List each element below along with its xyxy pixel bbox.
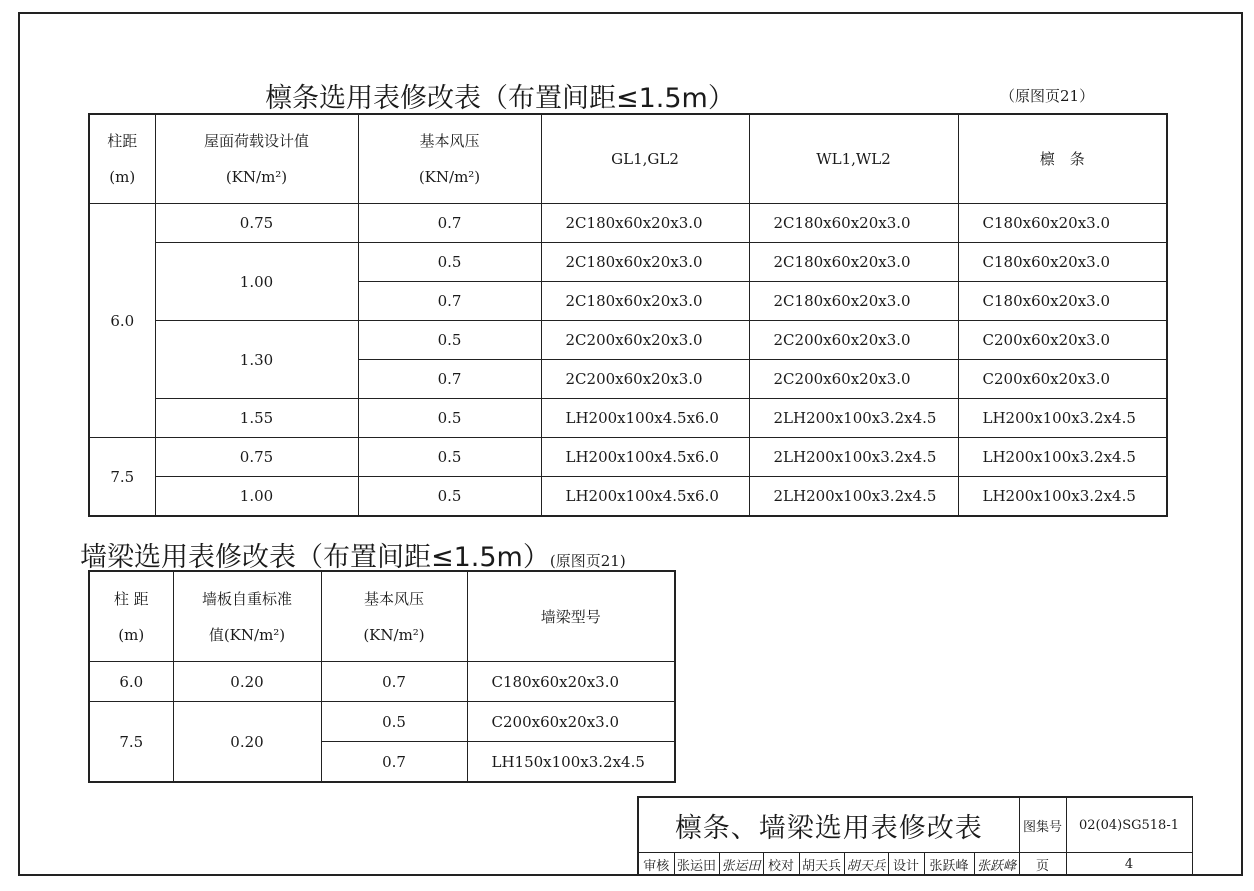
table-row: [89, 702, 675, 742]
wl-cell: 2C180x60x20x3.0: [749, 204, 958, 243]
header-weight: 墙板自重标准 值(KN/m²): [173, 571, 321, 662]
wind-cell: 0.5: [358, 243, 541, 282]
purlin-cell: C180x60x20x3.0: [958, 243, 1167, 282]
drawing-title: 檩条、墙梁选用表修改表: [638, 797, 1019, 853]
span-cell: 7.5: [89, 702, 173, 783]
table-row: [89, 243, 1167, 282]
table-row: [89, 399, 1167, 438]
wall-beam-table: [88, 570, 676, 783]
atlas-label: 图集号: [1019, 797, 1066, 853]
page-label: 页: [1019, 853, 1066, 876]
reviewer-signature: 张运田: [719, 853, 763, 876]
header-wl: WL1,WL2: [749, 114, 958, 204]
table1-note: （原图页21）: [1000, 87, 1095, 105]
title-block-bottom: [638, 853, 1192, 876]
header-span: 柱距 (m): [89, 114, 155, 204]
table2-title: 墙梁选用表修改表（布置间距≤1.5m）(原图页21): [80, 542, 626, 573]
header-gl: GL1,GL2: [541, 114, 749, 204]
header-purlin: 檩 条: [958, 114, 1167, 204]
purlin-cell: LH200x100x3.2x4.5: [958, 438, 1167, 477]
gl-cell: 2C180x60x20x3.0: [541, 204, 749, 243]
header-wind: 基本风压 (KN/m²): [321, 571, 467, 662]
header-load: 屋面荷载设计值 (KN/m²): [155, 114, 358, 204]
page-number: 4: [1066, 853, 1192, 876]
wind-cell: 0.5: [358, 438, 541, 477]
checker-signature: 胡天兵: [844, 853, 888, 876]
wl-cell: 2C180x60x20x3.0: [749, 243, 958, 282]
gl-cell: LH200x100x4.5x6.0: [541, 477, 749, 517]
designer-name: 张跃峰: [924, 853, 974, 876]
header-span: 柱 距 (m): [89, 571, 173, 662]
gl-cell: LH200x100x4.5x6.0: [541, 399, 749, 438]
load-cell: 0.75: [155, 204, 358, 243]
wl-cell: 2C200x60x20x3.0: [749, 360, 958, 399]
load-cell: 1.00: [155, 243, 358, 321]
table-row: [89, 477, 1167, 517]
gl-cell: 2C180x60x20x3.0: [541, 243, 749, 282]
purlin-cell: LH200x100x3.2x4.5: [958, 477, 1167, 517]
purlin-cell: C180x60x20x3.0: [958, 282, 1167, 321]
wind-cell: 0.7: [321, 662, 467, 702]
check-label: 校对: [763, 853, 799, 876]
wind-cell: 0.5: [321, 702, 467, 742]
purlin-table: [88, 113, 1168, 517]
span-cell: 6.0: [89, 662, 173, 702]
gl-cell: 2C180x60x20x3.0: [541, 282, 749, 321]
table-header-row: [89, 114, 1167, 204]
purlin-cell: C180x60x20x3.0: [958, 204, 1167, 243]
wl-cell: 2C200x60x20x3.0: [749, 321, 958, 360]
table-header-row: [89, 571, 675, 662]
span-cell: 7.5: [89, 438, 155, 517]
purlin-cell: LH200x100x3.2x4.5: [958, 399, 1167, 438]
title-block-top: [638, 797, 1192, 853]
wl-cell: 2LH200x100x3.2x4.5: [749, 399, 958, 438]
wind-cell: 0.7: [321, 742, 467, 783]
review-label: 审核: [638, 853, 674, 876]
wind-cell: 0.5: [358, 321, 541, 360]
load-cell: 0.75: [155, 438, 358, 477]
gl-cell: 2C200x60x20x3.0: [541, 360, 749, 399]
checker-name: 胡天兵: [799, 853, 844, 876]
model-cell: C180x60x20x3.0: [467, 662, 675, 702]
gl-cell: 2C200x60x20x3.0: [541, 321, 749, 360]
wind-cell: 0.5: [358, 399, 541, 438]
designer-signature: 张跃峰: [974, 853, 1019, 876]
weight-cell: 0.20: [173, 702, 321, 783]
weight-cell: 0.20: [173, 662, 321, 702]
load-cell: 1.00: [155, 477, 358, 517]
wind-cell: 0.5: [358, 477, 541, 517]
reviewer-name: 张运田: [674, 853, 719, 876]
gl-cell: LH200x100x4.5x6.0: [541, 438, 749, 477]
purlin-cell: C200x60x20x3.0: [958, 321, 1167, 360]
header-wind: 基本风压 (KN/m²): [358, 114, 541, 204]
table-row: [89, 438, 1167, 477]
load-cell: 1.30: [155, 321, 358, 399]
table1-title: 檩条选用表修改表（布置间距≤1.5m）: [265, 83, 735, 114]
table2-note: (原图页21): [549, 552, 626, 570]
wl-cell: 2LH200x100x3.2x4.5: [749, 477, 958, 517]
table-row: [89, 321, 1167, 360]
table-row: [89, 662, 675, 702]
purlin-cell: C200x60x20x3.0: [958, 360, 1167, 399]
model-cell: C200x60x20x3.0: [467, 702, 675, 742]
design-label: 设计: [888, 853, 924, 876]
wind-cell: 0.7: [358, 204, 541, 243]
span-cell: 6.0: [89, 204, 155, 438]
wl-cell: 2LH200x100x3.2x4.5: [749, 438, 958, 477]
header-model: 墙梁型号: [467, 571, 675, 662]
wind-cell: 0.7: [358, 282, 541, 321]
load-cell: 1.55: [155, 399, 358, 438]
table-row: [89, 204, 1167, 243]
wl-cell: 2C180x60x20x3.0: [749, 282, 958, 321]
atlas-number: 02(04)SG518-1: [1066, 797, 1192, 853]
title-block: [637, 796, 1193, 876]
wind-cell: 0.7: [358, 360, 541, 399]
model-cell: LH150x100x3.2x4.5: [467, 742, 675, 783]
